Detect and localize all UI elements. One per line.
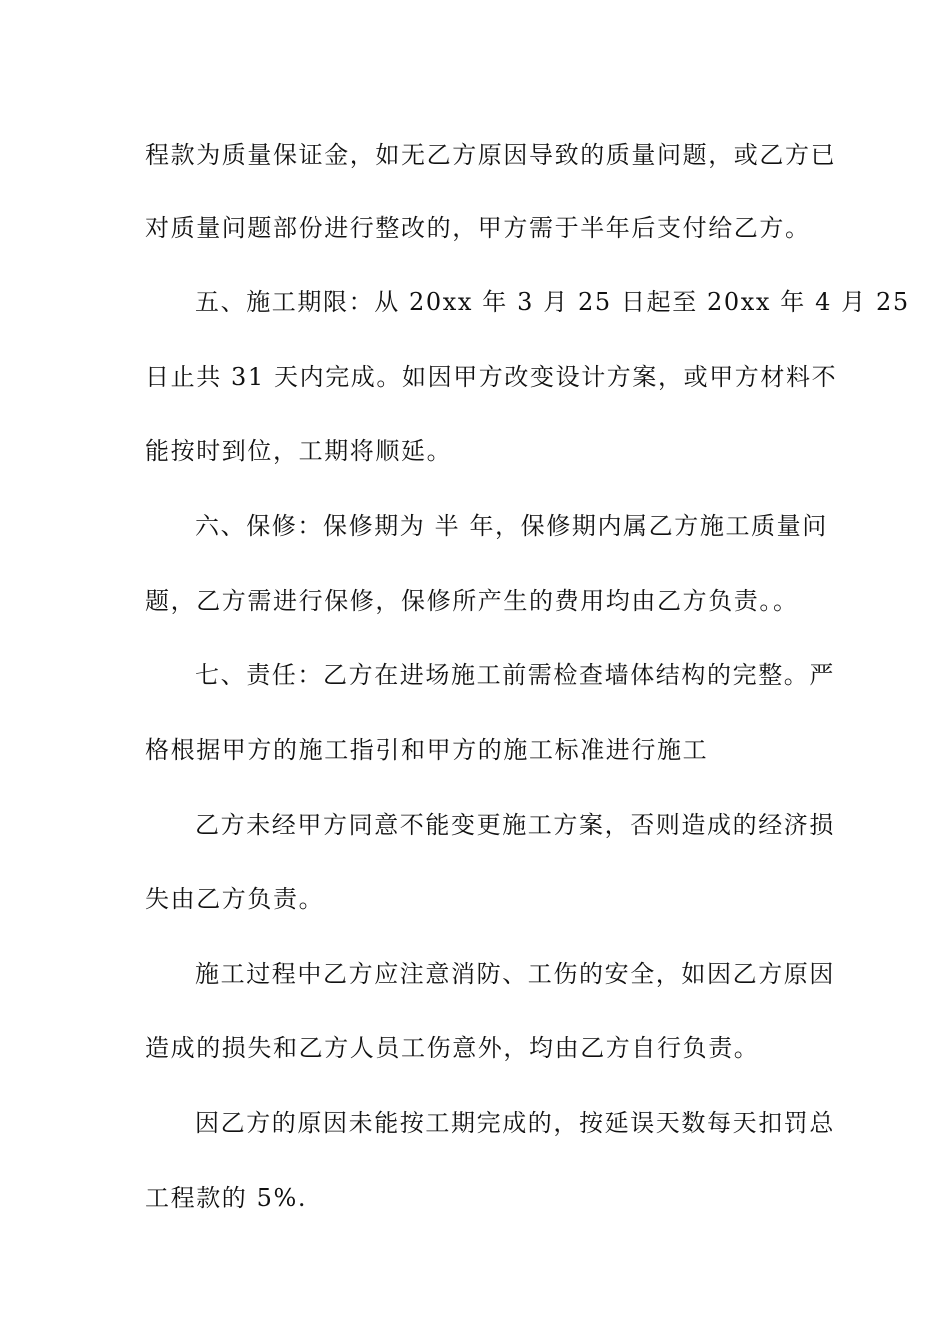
text-line: 对质量问题部份进行整改的，甲方需于半年后支付给乙方。: [145, 214, 811, 242]
text-line: 因乙方的原因未能按工期完成的，按延误天数每天扣罚总: [195, 1109, 835, 1137]
text-line: 施工过程中乙方应注意消防、工伤的安全，如因乙方原因: [195, 960, 835, 988]
text-line: 七、责任：乙方在进场施工前需检查墙体结构的完整。严: [195, 661, 835, 689]
text-line: 题，乙方需进行保修，保修所产生的费用均由乙方负责。。: [145, 587, 799, 615]
text-line: 工程款的 5%.: [145, 1184, 308, 1212]
text-line: 程款为质量保证金，如无乙方原因导致的质量问题，或乙方已: [145, 141, 837, 169]
text-line: 日止共 31 天内完成。如因甲方改变设计方案，或甲方材料不: [145, 363, 838, 391]
text-line: 造成的损失和乙方人员工伤意外，均由乙方自行负责。: [145, 1034, 760, 1062]
text-line: 失由乙方负责。: [145, 885, 325, 913]
text-line: 乙方未经甲方同意不能变更施工方案，否则造成的经济损: [195, 811, 835, 839]
text-line: 五、施工期限：从 20xx 年 3 月 25 日起至 20xx 年 4 月 25: [195, 288, 910, 316]
text-line: 格根据甲方的施工指引和甲方的施工标准进行施工: [145, 736, 709, 764]
text-line: 六、保修：保修期为 半 年，保修期内属乙方施工质量问: [195, 512, 828, 540]
text-line: 能按时到位，工期将顺延。: [145, 437, 453, 465]
